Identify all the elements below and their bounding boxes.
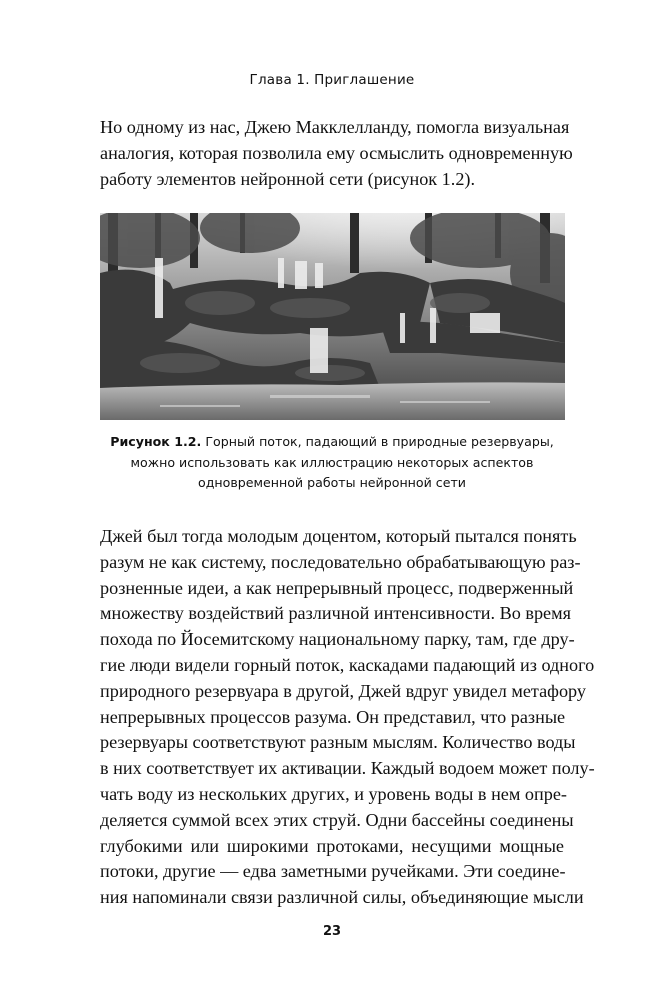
caption-line [80,432,584,453]
text-line: Но одному из нас, Джею Макклелланду, помогла визуальная [100,117,570,137]
text-line: глубокими или широкими протоками, несущими мощные [100,835,564,856]
figure-label: Рисунок 1.2. [110,434,202,449]
text-line: разум не как систему, последовательно обрабатывающую раз- [100,551,581,572]
figure-caption [80,432,584,494]
text-line: множеству воздействий различной интенсивности. Во время [100,603,572,624]
text-line: деляется суммой всех этих струй. Одни бассейны соединены [100,809,574,830]
text-line: гие люди видели горный поток, каскадами падающий из одного [100,654,595,675]
text-line: непрерывных процессов разума. Он представил, что разные [100,706,566,727]
waterfall-photo [100,213,565,420]
caption-line: одновременной работы нейронной сети [197,475,466,490]
text-line: аналогия, которая позволила ему осмыслить одновременную [100,142,573,163]
text-line: в них соответствует их активации. Каждый водоем может полу- [100,758,595,779]
text-line: чать воду из нескольких других, и уровень воды в нем опре- [100,783,567,804]
text-line: потоки, другие — едва заметными ручейками. Эти соедине- [100,861,566,882]
text-line: резервуары соответствуют разным мыслям. Количество воды [100,732,576,753]
text-line: розненные идеи, а как непрерывный процесс, подверженный [100,577,574,598]
running-head: Глава 1. Приглашение [249,72,415,88]
paragraph-1 [100,115,573,192]
text-line: природного резервуара в другой, Джей вдруг увидел метафору [100,680,586,701]
text-line: похода по Йосемитскому национальному парку, там, где дру- [100,629,575,650]
text-line: Джей был тогда молодым доцентом, который пытался понять [100,526,577,546]
caption-line: можно использовать как иллюстрацию некоторых аспектов [130,454,534,470]
text-line: ния напоминали связи различной силы, объединяющие мысли [100,887,584,908]
caption-text: Горный поток, падающий в природные резервуары, [201,434,554,449]
text-line: работу элементов нейронной сети (рисунок 1.2). [100,168,476,189]
page-number: 23 [322,924,342,939]
paragraph-2 [100,524,595,911]
